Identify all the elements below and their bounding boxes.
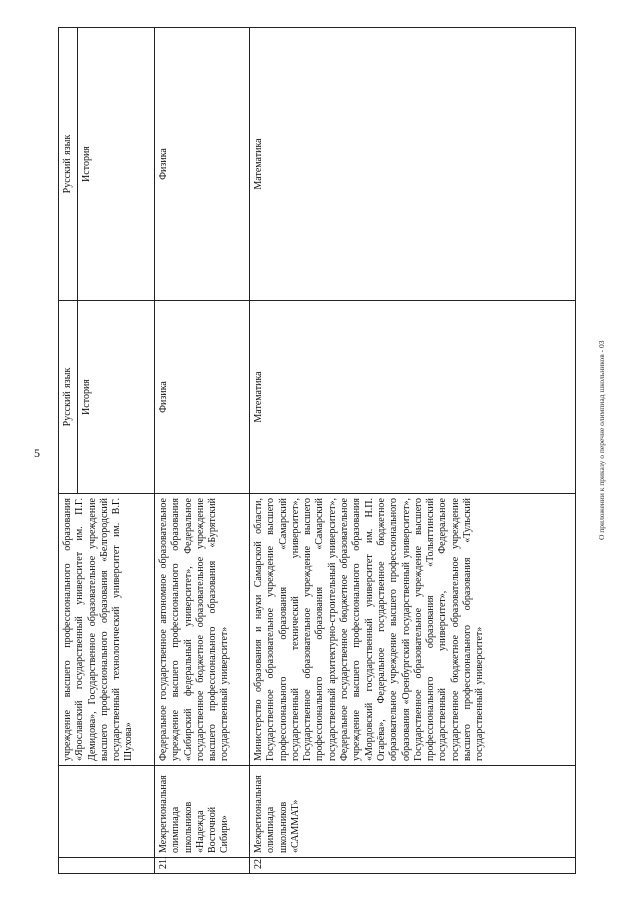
profile-item: Русский язык — [62, 367, 73, 427]
footer-note: О приложении к приказу о перечне олимпиад школьников - 03 — [597, 340, 606, 540]
profiles-cell — [155, 301, 250, 494]
subject-item: Математика — [253, 138, 264, 190]
page-number: 5 — [34, 446, 40, 460]
table-row — [59, 28, 155, 874]
profiles-cell — [59, 301, 155, 494]
subject-item: Русский язык — [62, 134, 73, 194]
profile-item: Физика — [158, 381, 169, 413]
profiles-cell — [250, 301, 576, 494]
subjects-cell — [250, 28, 576, 301]
row-number — [59, 858, 155, 874]
founders-text: учреждение высшего профессионального образования «Ярославский государственный университет им. П.Г. Демидова», Государственное образовательное учреждение высшего профессионального образования «Белгородский государственный технологический университет им. В.Г. Шухова» — [62, 498, 135, 761]
subjects-cell — [59, 28, 155, 301]
olympiad-name: Межрегиональная олимпиада школьников «Надежда Восточной Сибири» — [155, 766, 250, 858]
row-number: 22. — [250, 858, 576, 874]
table-row — [250, 28, 576, 874]
profile-item: Математика — [253, 371, 264, 423]
olympiad-name: Межрегиональная олимпиада школьников «САММАТ» — [250, 766, 576, 858]
subject-item: Физика — [158, 148, 169, 180]
founders-text: Федеральное государственное автономное образовательное учреждение высшего профессионального образования «Сибирский федеральный университет», Федеральное государственное бюджетное образовательное учреждение высшего профессионального образования «Бурятский государственный университет» — [158, 498, 231, 761]
row-number: 21. — [155, 858, 250, 874]
founders-cell — [155, 494, 250, 766]
profile-item: История — [77, 301, 96, 493]
subject-item: История — [77, 28, 96, 300]
olympiad-name — [59, 766, 155, 858]
olympiad-table — [58, 27, 576, 874]
olympiad-table-rotated — [58, 28, 576, 874]
table-row — [155, 28, 250, 874]
founders-cell — [59, 494, 155, 766]
founders-text: Министерство образования и науки Самарской области, Государственное образовательное учреждение высшего профессионального образования «Самарский государственный технический университет», Государственное образовательное учреждение высшего профессионального образования «Самарский государственный архитектурно-строительный университет», Федеральное государственное бюджетное образовательное учреждение высшего профессионального образования «Мордовский государственный университет им. Н.П. Огарёва», Федеральное государственное бюджетное образовательное учреждение высшего профессионального образования «Оренбургский государственный университет», Государственное образовательное учреждение высшего профессионального образования «Тольяттинский государственный университет», Федеральное государственное бюджетное образовательное учреждение высшего профессионального образования «Тульский государственный университет» — [253, 498, 486, 761]
founders-cell — [250, 494, 576, 766]
subjects-cell — [155, 28, 250, 301]
